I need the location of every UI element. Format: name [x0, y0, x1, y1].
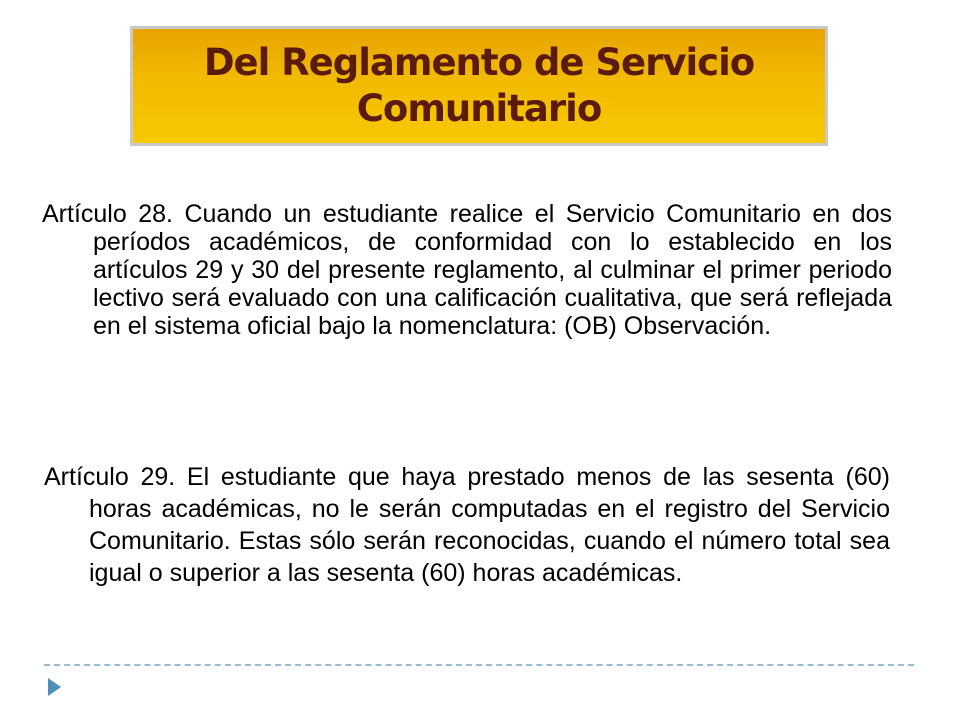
triangle-bullet-icon: [48, 678, 61, 696]
title-line-2: Comunitario: [356, 87, 602, 130]
title-line-1: Del Reglamento de Servicio: [203, 41, 755, 84]
article-28-text: Artículo 28. Cuando un estudiante realice el Servicio Comunitario en dos períodos académicos, de conformidad con lo establecido en los artículos 29 y 30 del presente reglamento, al culminar el primer periodo lectivo será evaluado con una calificación cualitativa, que será reflejada en el sistema oficial bajo la nomenclatura: (OB) Observación.: [42, 200, 892, 340]
footer-divider: [44, 664, 914, 666]
article-29-text: Artículo 29. El estudiante que haya prestado menos de las sesenta (60) horas académicas, no le serán computadas en el registro del Servicio Comunitario. Estas sólo serán reconocidas, cuando el número total sea igual o superior a las sesenta (60) horas académicas.: [44, 463, 890, 587]
title-banner: [130, 26, 828, 146]
